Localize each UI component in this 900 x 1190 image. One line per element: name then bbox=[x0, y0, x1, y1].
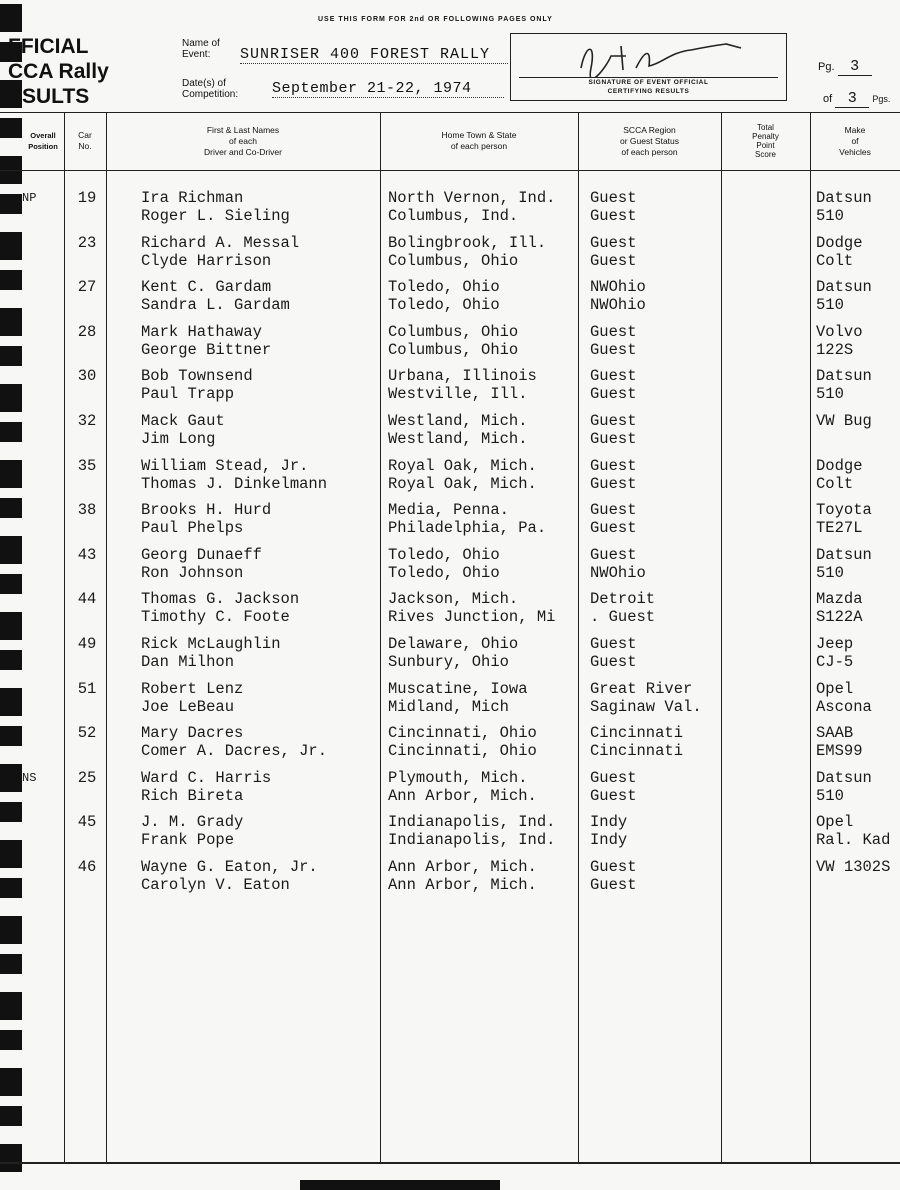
names-line-1: Georg Dunaeff bbox=[141, 545, 262, 564]
table-row bbox=[0, 635, 900, 679]
make-line-2: TE27L bbox=[816, 519, 863, 538]
town-line-2: Philadelphia, Pa. bbox=[388, 519, 547, 538]
town-line-1: Delaware, Ohio bbox=[388, 635, 519, 653]
town-line-2: Ann Arbor, Mich. bbox=[388, 786, 537, 805]
table-row bbox=[0, 680, 900, 724]
event-label-line-2: Event: bbox=[182, 49, 211, 60]
names-line-1: Robert Lenz bbox=[141, 679, 244, 698]
town-line-1: Columbus, Ohio bbox=[388, 322, 519, 341]
col-header-position bbox=[22, 112, 64, 170]
make-line-1: VW 1302S bbox=[816, 858, 891, 876]
col-header-town bbox=[380, 112, 578, 170]
cell-region bbox=[590, 680, 722, 716]
table-header-rule bbox=[0, 170, 900, 171]
col-header-penalty-line: Point bbox=[756, 141, 775, 150]
region-line-1: Great River bbox=[590, 679, 693, 698]
overall-position: NP bbox=[22, 191, 37, 205]
table-row bbox=[0, 457, 900, 501]
names-line-2: Carolyn V. Eaton bbox=[141, 876, 290, 894]
cell-names bbox=[141, 501, 379, 537]
region-line-2: Guest bbox=[590, 207, 637, 225]
cell-town bbox=[388, 457, 580, 493]
make-line-1: Datsun bbox=[816, 189, 872, 207]
cell-town bbox=[388, 367, 580, 403]
make-line-2: EMS99 bbox=[816, 742, 863, 761]
cell-region bbox=[590, 635, 722, 671]
title-line-1: FFICIAL bbox=[8, 35, 89, 58]
cell-town bbox=[388, 278, 580, 314]
make-line-2: Colt bbox=[816, 474, 854, 493]
town-line-2: Sunbury, Ohio bbox=[388, 653, 509, 671]
region-line-2: Guest bbox=[590, 385, 637, 404]
names-line-1: Thomas G. Jackson bbox=[141, 590, 300, 609]
col-header-car-line: No. bbox=[78, 141, 92, 151]
town-line-1: Toledo, Ohio bbox=[388, 278, 500, 297]
col-header-names-line: Driver and Co-Driver bbox=[204, 146, 282, 157]
town-line-2: Indianapolis, Ind. bbox=[388, 831, 556, 850]
town-line-2: Westland, Mich. bbox=[388, 430, 528, 448]
cell-names bbox=[141, 323, 379, 359]
col-header-names-line: First & Last Names bbox=[206, 124, 280, 135]
page-total-value: 3 bbox=[835, 90, 869, 108]
make-line-2: 510 bbox=[816, 296, 844, 315]
cell-town bbox=[388, 189, 580, 225]
table-row bbox=[0, 546, 900, 590]
col-header-region-line: of each person bbox=[621, 146, 678, 157]
col-header-penalty-line: Penalty bbox=[752, 132, 779, 141]
region-line-1: Cincinnati bbox=[590, 724, 684, 743]
town-line-2: Midland, Mich bbox=[388, 697, 509, 716]
region-line-2: Guest bbox=[590, 251, 637, 270]
event-name: SUNRISER 400 FOREST RALLY bbox=[240, 46, 508, 64]
names-line-2: Rich Bireta bbox=[141, 786, 244, 805]
make-line-1: Dodge bbox=[816, 233, 863, 252]
cell-make bbox=[816, 813, 900, 849]
car-number: 38 bbox=[77, 501, 97, 520]
signature-scribble bbox=[551, 38, 751, 78]
names-line-1: Mark Hathaway bbox=[141, 322, 262, 341]
pages-label: Pgs. bbox=[872, 94, 891, 104]
cell-make bbox=[816, 680, 900, 716]
town-line-1: Indianapolis, Ind. bbox=[388, 813, 556, 832]
town-line-1: Westland, Mich. bbox=[388, 412, 528, 430]
region-line-1: Guest bbox=[590, 768, 637, 787]
cell-make bbox=[816, 189, 900, 225]
table-row bbox=[0, 412, 900, 456]
col-header-penalty-line: Total bbox=[757, 123, 774, 132]
overall-position: NS bbox=[22, 770, 37, 785]
names-line-1: Kent C. Gardam bbox=[141, 278, 272, 297]
bottom-smudge bbox=[300, 1180, 500, 1190]
col-header-region-line: SCCA Region bbox=[623, 124, 676, 135]
table-row bbox=[0, 501, 900, 545]
make-line-1: Jeep bbox=[816, 635, 854, 653]
names-line-2: Frank Pope bbox=[141, 831, 235, 850]
make-line-1: Dodge bbox=[816, 456, 863, 475]
town-line-1: Plymouth, Mich. bbox=[388, 768, 528, 787]
region-line-1: Guest bbox=[590, 456, 637, 475]
make-line-1: SAAB bbox=[816, 724, 854, 743]
table-row bbox=[0, 590, 900, 634]
col-header-region bbox=[578, 112, 721, 170]
car-number: 51 bbox=[77, 679, 97, 698]
make-line-2: Ascona bbox=[816, 697, 872, 716]
cell-town bbox=[388, 769, 580, 805]
cell-names bbox=[141, 680, 379, 716]
cell-region bbox=[590, 323, 722, 359]
cell-make bbox=[816, 546, 900, 582]
town-line-2: Cincinnati, Ohio bbox=[388, 742, 537, 761]
cell-region bbox=[590, 189, 722, 225]
table-row bbox=[0, 813, 900, 857]
region-line-2: Guest bbox=[590, 430, 637, 448]
table-row bbox=[0, 323, 900, 367]
region-line-1: Guest bbox=[590, 322, 637, 341]
town-line-1: North Vernon, Ind. bbox=[388, 189, 556, 207]
col-header-car-no bbox=[64, 112, 106, 170]
cell-region bbox=[590, 234, 722, 270]
car-number: 49 bbox=[77, 635, 97, 653]
page-label: Pg. bbox=[818, 61, 835, 73]
town-line-1: Muscatine, Iowa bbox=[388, 679, 528, 698]
signature-box bbox=[510, 33, 787, 101]
event-label-line-1: Name of bbox=[182, 38, 220, 49]
make-line-1: Opel bbox=[816, 813, 854, 832]
cell-region bbox=[590, 367, 722, 403]
signature-caption-line-1: SIGNATURE OF EVENT OFFICIAL bbox=[588, 79, 709, 86]
names-line-2: Dan Milhon bbox=[141, 653, 235, 671]
cell-make bbox=[816, 323, 900, 359]
cell-names bbox=[141, 858, 379, 894]
binding-notch bbox=[0, 4, 22, 32]
cell-make bbox=[816, 367, 900, 403]
cell-make bbox=[816, 278, 900, 314]
event-label bbox=[182, 38, 220, 60]
town-line-2: Columbus, Ind. bbox=[388, 207, 519, 225]
col-header-names bbox=[106, 112, 380, 170]
region-line-1: NWOhio bbox=[590, 278, 646, 297]
col-header-region-line: or Guest Status bbox=[619, 135, 680, 146]
make-line-2: S122A bbox=[816, 608, 863, 627]
region-line-2: Saginaw Val. bbox=[590, 697, 702, 716]
town-line-1: Urbana, Illinois bbox=[388, 367, 537, 386]
region-line-1: Guest bbox=[590, 545, 637, 564]
car-number: 28 bbox=[77, 322, 97, 341]
table-row bbox=[0, 367, 900, 411]
of-label: of bbox=[823, 93, 833, 105]
car-number: 19 bbox=[77, 189, 97, 207]
make-line-1: Datsun bbox=[816, 768, 872, 787]
region-line-2: Guest bbox=[590, 340, 637, 359]
col-header-make-line: of bbox=[851, 135, 859, 146]
car-number: 45 bbox=[77, 813, 97, 832]
make-line-2: 510 bbox=[816, 385, 844, 404]
names-line-2: Paul Trapp bbox=[141, 385, 235, 404]
date-label-line-1: Date(s) of bbox=[182, 78, 226, 89]
car-number: 43 bbox=[77, 545, 97, 564]
cell-make bbox=[816, 501, 900, 537]
cell-region bbox=[590, 546, 722, 582]
names-line-2: Roger L. Sieling bbox=[141, 207, 290, 225]
col-header-car-line: Car bbox=[78, 130, 92, 140]
cell-region bbox=[590, 724, 722, 760]
cell-names bbox=[141, 457, 379, 493]
town-line-2: Rives Junction, Mi bbox=[388, 608, 556, 627]
make-line-1: Datsun bbox=[816, 278, 872, 297]
names-line-2: George Bittner bbox=[141, 340, 272, 359]
cell-region bbox=[590, 769, 722, 805]
cell-region bbox=[590, 278, 722, 314]
make-line-1: Opel bbox=[816, 679, 854, 698]
region-line-2: Guest bbox=[590, 474, 637, 493]
town-line-1: Ann Arbor, Mich. bbox=[388, 858, 537, 876]
cell-town bbox=[388, 412, 580, 448]
make-line-1: Datsun bbox=[816, 545, 872, 564]
cell-region bbox=[590, 501, 722, 537]
results-table bbox=[0, 112, 900, 1162]
region-line-2: Guest bbox=[590, 876, 637, 894]
car-number: 46 bbox=[77, 858, 97, 876]
table-row bbox=[0, 234, 900, 278]
cell-names bbox=[141, 189, 379, 225]
cell-names bbox=[141, 590, 379, 626]
names-line-1: Ira Richman bbox=[141, 189, 244, 207]
col-header-make bbox=[810, 112, 900, 170]
col-header-make-line: Vehicles bbox=[839, 146, 871, 157]
col-header-names-line: of each bbox=[229, 135, 257, 146]
car-number: 35 bbox=[77, 456, 97, 475]
region-line-2: Guest bbox=[590, 653, 637, 671]
region-line-2: NWOhio bbox=[590, 563, 646, 582]
date-label-line-2: Competition: bbox=[182, 89, 239, 100]
cell-names bbox=[141, 813, 379, 849]
town-line-2: Columbus, Ohio bbox=[388, 251, 519, 270]
table-row bbox=[0, 858, 900, 902]
region-line-1: Detroit bbox=[590, 590, 656, 609]
town-line-2: Ann Arbor, Mich. bbox=[388, 876, 537, 894]
names-line-1: Ward C. Harris bbox=[141, 768, 272, 787]
table-row bbox=[0, 769, 900, 813]
region-line-1: Guest bbox=[590, 635, 637, 653]
signature-caption-line-2: CERTIFYING RESULTS bbox=[607, 88, 690, 95]
region-line-1: Guest bbox=[590, 233, 637, 252]
town-line-2: Toledo, Ohio bbox=[388, 563, 500, 582]
cell-region bbox=[590, 813, 722, 849]
region-line-1: Guest bbox=[590, 501, 637, 520]
names-line-1: Brooks H. Hurd bbox=[141, 501, 272, 520]
car-number: 32 bbox=[77, 412, 97, 430]
cell-town bbox=[388, 680, 580, 716]
cell-region bbox=[590, 858, 722, 894]
names-line-1: Rick McLaughlin bbox=[141, 635, 281, 653]
town-line-2: Toledo, Ohio bbox=[388, 296, 500, 315]
names-line-1: Mary Dacres bbox=[141, 724, 244, 743]
table-row bbox=[0, 278, 900, 322]
cell-town bbox=[388, 635, 580, 671]
region-line-1: Guest bbox=[590, 189, 637, 207]
region-line-2: Guest bbox=[590, 786, 637, 805]
form-title bbox=[8, 34, 109, 109]
col-header-town-line: Home Town & State bbox=[441, 130, 517, 140]
town-line-1: Jackson, Mich. bbox=[388, 590, 519, 609]
cell-town bbox=[388, 724, 580, 760]
cell-region bbox=[590, 412, 722, 448]
cell-names bbox=[141, 412, 379, 448]
make-line-1: Volvo bbox=[816, 322, 863, 341]
page-total bbox=[823, 90, 890, 108]
names-line-2: Thomas J. Dinkelmann bbox=[141, 474, 328, 493]
names-line-1: William Stead, Jr. bbox=[141, 456, 309, 475]
make-line-1: Toyota bbox=[816, 501, 872, 520]
car-number: 23 bbox=[77, 233, 97, 252]
town-line-2: Westville, Ill. bbox=[388, 385, 528, 404]
col-header-make-line: Make bbox=[844, 124, 866, 135]
car-number: 25 bbox=[77, 768, 97, 787]
make-line-1: Mazda bbox=[816, 590, 863, 609]
form-note: USE THIS FORM FOR 2nd OR FOLLOWING PAGES ONLY bbox=[318, 16, 553, 23]
cell-town bbox=[388, 501, 580, 537]
names-line-2: Ron Johnson bbox=[141, 563, 244, 582]
region-line-1: Indy bbox=[590, 813, 628, 832]
names-line-2: Clyde Harrison bbox=[141, 251, 272, 270]
names-line-2: Comer A. Dacres, Jr. bbox=[141, 742, 328, 761]
region-line-2: Cincinnati bbox=[590, 742, 684, 761]
make-line-1: Datsun bbox=[816, 367, 872, 386]
page-bottom-rule bbox=[0, 1162, 900, 1164]
cell-town bbox=[388, 234, 580, 270]
make-line-1: VW Bug bbox=[816, 412, 872, 430]
names-line-1: Richard A. Messal bbox=[141, 233, 300, 252]
cell-names bbox=[141, 367, 379, 403]
page-number bbox=[818, 58, 872, 76]
region-line-1: Guest bbox=[590, 367, 637, 386]
make-line-2: 510 bbox=[816, 786, 844, 805]
town-line-1: Toledo, Ohio bbox=[388, 545, 500, 564]
cell-region bbox=[590, 590, 722, 626]
make-line-2: Colt bbox=[816, 251, 854, 270]
table-row bbox=[0, 724, 900, 768]
cell-names bbox=[141, 278, 379, 314]
cell-names bbox=[141, 635, 379, 671]
cell-names bbox=[141, 769, 379, 805]
car-number: 30 bbox=[77, 367, 97, 386]
table-row bbox=[0, 189, 900, 233]
make-line-2: Ral. Kad bbox=[816, 831, 891, 850]
make-line-2: 122S bbox=[816, 340, 854, 359]
make-line-2: 510 bbox=[816, 207, 844, 225]
page-number-value: 3 bbox=[838, 58, 872, 76]
col-header-position-line: Overall bbox=[30, 131, 56, 140]
col-header-position-line: Position bbox=[28, 142, 58, 151]
cell-make bbox=[816, 457, 900, 493]
cell-make bbox=[816, 769, 900, 805]
cell-town bbox=[388, 858, 580, 894]
names-line-2: Sandra L. Gardam bbox=[141, 296, 290, 315]
region-line-2: . Guest bbox=[590, 608, 656, 627]
names-line-1: Bob Townsend bbox=[141, 367, 253, 386]
title-line-2: CCA Rally bbox=[8, 60, 109, 83]
col-header-penalty bbox=[721, 112, 810, 170]
cell-make bbox=[816, 635, 900, 671]
names-line-2: Timothy C. Foote bbox=[141, 608, 290, 627]
names-line-2: Paul Phelps bbox=[141, 519, 244, 538]
names-line-1: Mack Gaut bbox=[141, 412, 225, 430]
cell-region bbox=[590, 457, 722, 493]
cell-make bbox=[816, 234, 900, 270]
cell-town bbox=[388, 813, 580, 849]
cell-names bbox=[141, 546, 379, 582]
region-line-2: NWOhio bbox=[590, 296, 646, 315]
cell-make bbox=[816, 590, 900, 626]
names-line-1: J. M. Grady bbox=[141, 813, 244, 832]
car-number: 44 bbox=[77, 590, 97, 609]
title-line-3: ESULTS bbox=[8, 85, 90, 108]
region-line-2: Guest bbox=[590, 519, 637, 538]
cell-make bbox=[816, 412, 900, 430]
car-number: 27 bbox=[77, 278, 97, 297]
cell-town bbox=[388, 323, 580, 359]
town-line-2: Royal Oak, Mich. bbox=[388, 474, 537, 493]
region-line-1: Guest bbox=[590, 858, 637, 876]
cell-town bbox=[388, 546, 580, 582]
cell-make bbox=[816, 724, 900, 760]
competition-date: September 21-22, 1974 bbox=[272, 80, 504, 98]
region-line-1: Guest bbox=[590, 412, 637, 430]
date-label bbox=[182, 78, 238, 100]
town-line-1: Cincinnati, Ohio bbox=[388, 724, 537, 743]
make-line-2: CJ-5 bbox=[816, 653, 854, 671]
signature-caption bbox=[511, 78, 786, 96]
town-line-1: Bolingbrook, Ill. bbox=[388, 233, 547, 252]
make-line-2: 510 bbox=[816, 563, 844, 582]
names-line-2: Joe LeBeau bbox=[141, 697, 235, 716]
col-header-town-line: of each person bbox=[450, 141, 508, 151]
cell-names bbox=[141, 234, 379, 270]
region-line-2: Indy bbox=[590, 831, 628, 850]
town-line-2: Columbus, Ohio bbox=[388, 340, 519, 359]
cell-names bbox=[141, 724, 379, 760]
cell-make bbox=[816, 858, 900, 876]
town-line-1: Media, Penna. bbox=[388, 501, 509, 520]
cell-town bbox=[388, 590, 580, 626]
names-line-2: Jim Long bbox=[141, 430, 216, 448]
col-header-penalty-line: Score bbox=[755, 150, 776, 159]
names-line-1: Wayne G. Eaton, Jr. bbox=[141, 858, 318, 876]
town-line-1: Royal Oak, Mich. bbox=[388, 456, 537, 475]
car-number: 52 bbox=[77, 724, 97, 743]
